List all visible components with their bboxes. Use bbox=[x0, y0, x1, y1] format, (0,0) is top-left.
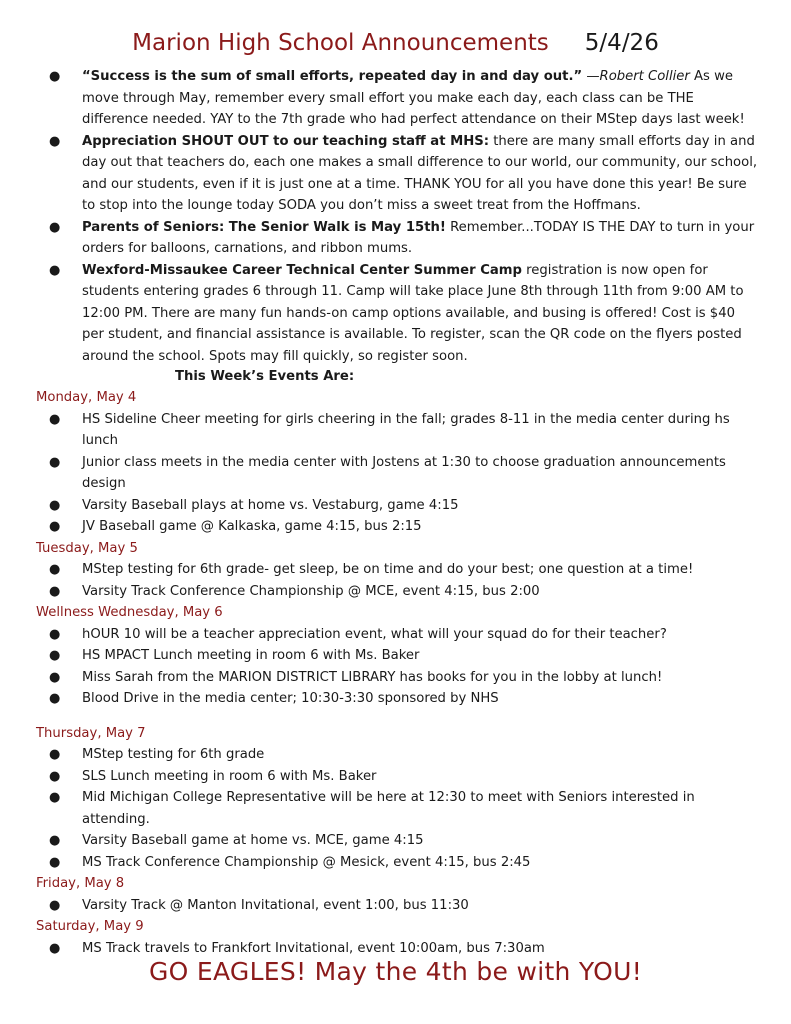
bullet-icon: ● bbox=[49, 626, 61, 642]
bullet-icon: ● bbox=[49, 669, 61, 685]
event-text: Junior class meets in the media center with Jostens at 1:30 to choose graduation announcements design bbox=[82, 454, 726, 491]
announcement-text: there are many small efforts day in and day out that teachers do, each one makes a small difference to our world, our community, our school, and our students, even if it is just one at a time. THANK YOU for all you have done this year! Be sure to stop into the lounge today SODA you don’t miss a sweet treat from the Hoffmans. bbox=[82, 133, 758, 213]
event-item bbox=[36, 452, 760, 495]
spacer bbox=[36, 710, 760, 723]
day-label: Thursday, May 7 bbox=[36, 725, 146, 741]
event-text: SLS Lunch meeting in room 6 with Ms. Baker bbox=[82, 768, 377, 784]
bullet-icon: ● bbox=[49, 691, 61, 706]
event-text: Mid Michigan College Representative will be here at 12:30 to meet with Seniors interested in attending. bbox=[82, 790, 695, 827]
bullet-icon: ● bbox=[49, 648, 61, 663]
day-events bbox=[36, 409, 760, 538]
event-item bbox=[36, 559, 760, 581]
event-item bbox=[36, 895, 760, 917]
event-item bbox=[36, 852, 760, 874]
announcement-item bbox=[30, 131, 760, 217]
bullet-icon: ● bbox=[49, 69, 61, 84]
bullet-icon: ● bbox=[49, 262, 61, 278]
page-title bbox=[0, 30, 791, 56]
bullet-icon: ● bbox=[49, 411, 61, 427]
bullet-icon: ● bbox=[49, 497, 61, 513]
event-item bbox=[36, 495, 760, 517]
announcement-bold: Parents of Seniors: The Senior Walk is May 15th! bbox=[82, 219, 446, 235]
event-text: Miss Sarah from the MARION DISTRICT LIBRARY has books for you in the lobby at lunch! bbox=[82, 669, 663, 685]
bullet-icon: ● bbox=[49, 854, 61, 870]
events-heading: This Week’s Events Are: bbox=[175, 369, 355, 384]
event-text: Varsity Track @ Manton Invitational, event 1:00, bus 11:30 bbox=[82, 897, 469, 913]
event-item bbox=[36, 624, 760, 646]
announcement-item bbox=[30, 260, 760, 368]
event-item bbox=[36, 516, 760, 538]
event-item bbox=[36, 645, 760, 667]
event-text: Varsity Baseball plays at home vs. Vestaburg, game 4:15 bbox=[82, 497, 459, 513]
event-text: Varsity Track Conference Championship @ MCE, event 4:15, bus 2:00 bbox=[82, 583, 540, 599]
announcements-list bbox=[30, 66, 760, 367]
bullet-icon: ● bbox=[49, 133, 61, 149]
announcement-item bbox=[30, 66, 760, 131]
event-item bbox=[36, 938, 760, 960]
event-text: Blood Drive in the media center; 10:30-3:30 sponsored by NHS bbox=[82, 691, 499, 706]
announcement-bold: Appreciation SHOUT OUT to our teaching staff at MHS: bbox=[82, 133, 490, 149]
day-label: Saturday, May 9 bbox=[36, 919, 144, 934]
bullet-icon: ● bbox=[49, 454, 61, 470]
footer-slogan: GO EAGLES! May the 4th be with YOU! bbox=[148, 957, 643, 986]
announcement-bold: Wexford-Missaukee Career Technical Center Summer Camp bbox=[82, 262, 522, 278]
event-text: MStep testing for 6th grade- get sleep, be on time and do your best; one question at a time! bbox=[82, 562, 694, 577]
bullet-icon: ● bbox=[49, 940, 61, 956]
title-text: Marion High School Announcements bbox=[132, 30, 549, 56]
bullet-icon: ● bbox=[49, 747, 61, 762]
day-events bbox=[36, 938, 760, 960]
bullet-icon: ● bbox=[49, 833, 61, 848]
announcement-text: registration is now open for students entering grades 6 through 11. Camp will take place June 8th through 11th from 9:00 AM to 12:00 PM. There are many fun hands-on camp options available, and busing is offered! Cost is $40 per student, and financial assistance is available. To register, scan the QR code on the flyers posted around the school. Spots may fill quickly, so register soon. bbox=[82, 262, 744, 364]
event-item bbox=[36, 830, 760, 852]
announcement-text: Remember...TODAY IS THE DAY to turn in your orders for balloons, carnations, and ribbon mums. bbox=[82, 219, 755, 256]
event-text: JV Baseball game @ Kalkaska, game 4:15, bus 2:15 bbox=[82, 519, 422, 534]
day-events bbox=[36, 559, 760, 602]
event-item bbox=[36, 787, 760, 830]
event-item bbox=[36, 409, 760, 452]
event-text: Varsity Baseball game at home vs. MCE, game 4:15 bbox=[82, 833, 424, 848]
bullet-icon: ● bbox=[49, 790, 61, 805]
events-schedule bbox=[36, 387, 760, 959]
event-item bbox=[36, 667, 760, 689]
event-text: HS MPACT Lunch meeting in room 6 with Ms. Baker bbox=[82, 648, 420, 663]
day-label: Wellness Wednesday, May 6 bbox=[36, 605, 223, 620]
quote-author: Robert Collier bbox=[599, 69, 690, 84]
day-events bbox=[36, 624, 760, 710]
bullet-icon: ● bbox=[49, 583, 61, 599]
announcement-text: As we move through May, remember every small effort you make each day, each class can be THE difference needed. YAY to the 7th grade who had perfect attendance on their MStep days last week! bbox=[82, 69, 745, 127]
date-text: 5/4/26 bbox=[584, 30, 659, 56]
event-text: HS Sideline Cheer meeting for girls cheering in the fall; grades 8-11 in the media center during hs lunch bbox=[82, 411, 730, 448]
quote-dash: — bbox=[582, 69, 600, 84]
bullet-icon: ● bbox=[49, 519, 61, 534]
announcement-item bbox=[30, 217, 760, 260]
day-events bbox=[36, 744, 760, 873]
bullet-icon: ● bbox=[49, 219, 61, 235]
day-label: Tuesday, May 5 bbox=[36, 540, 138, 556]
bullet-icon: ● bbox=[49, 897, 61, 913]
bullet-icon: ● bbox=[49, 562, 61, 577]
event-text: MStep testing for 6th grade bbox=[82, 747, 265, 762]
event-text: MS Track travels to Frankfort Invitational, event 10:00am, bus 7:30am bbox=[82, 940, 545, 956]
event-item bbox=[36, 766, 760, 788]
event-item bbox=[36, 581, 760, 603]
event-text: hOUR 10 will be a teacher appreciation event, what will your squad do for their teacher? bbox=[82, 626, 667, 642]
day-events bbox=[36, 895, 760, 917]
event-text: MS Track Conference Championship @ Mesick, event 4:15, bus 2:45 bbox=[82, 854, 531, 870]
day-label: Friday, May 8 bbox=[36, 876, 125, 891]
day-label: Monday, May 4 bbox=[36, 390, 137, 405]
bullet-icon: ● bbox=[49, 768, 61, 784]
announcement-bold: “Success is the sum of small efforts, repeated day in and day out.” bbox=[82, 69, 583, 84]
event-item bbox=[36, 688, 760, 710]
event-item bbox=[36, 744, 760, 766]
